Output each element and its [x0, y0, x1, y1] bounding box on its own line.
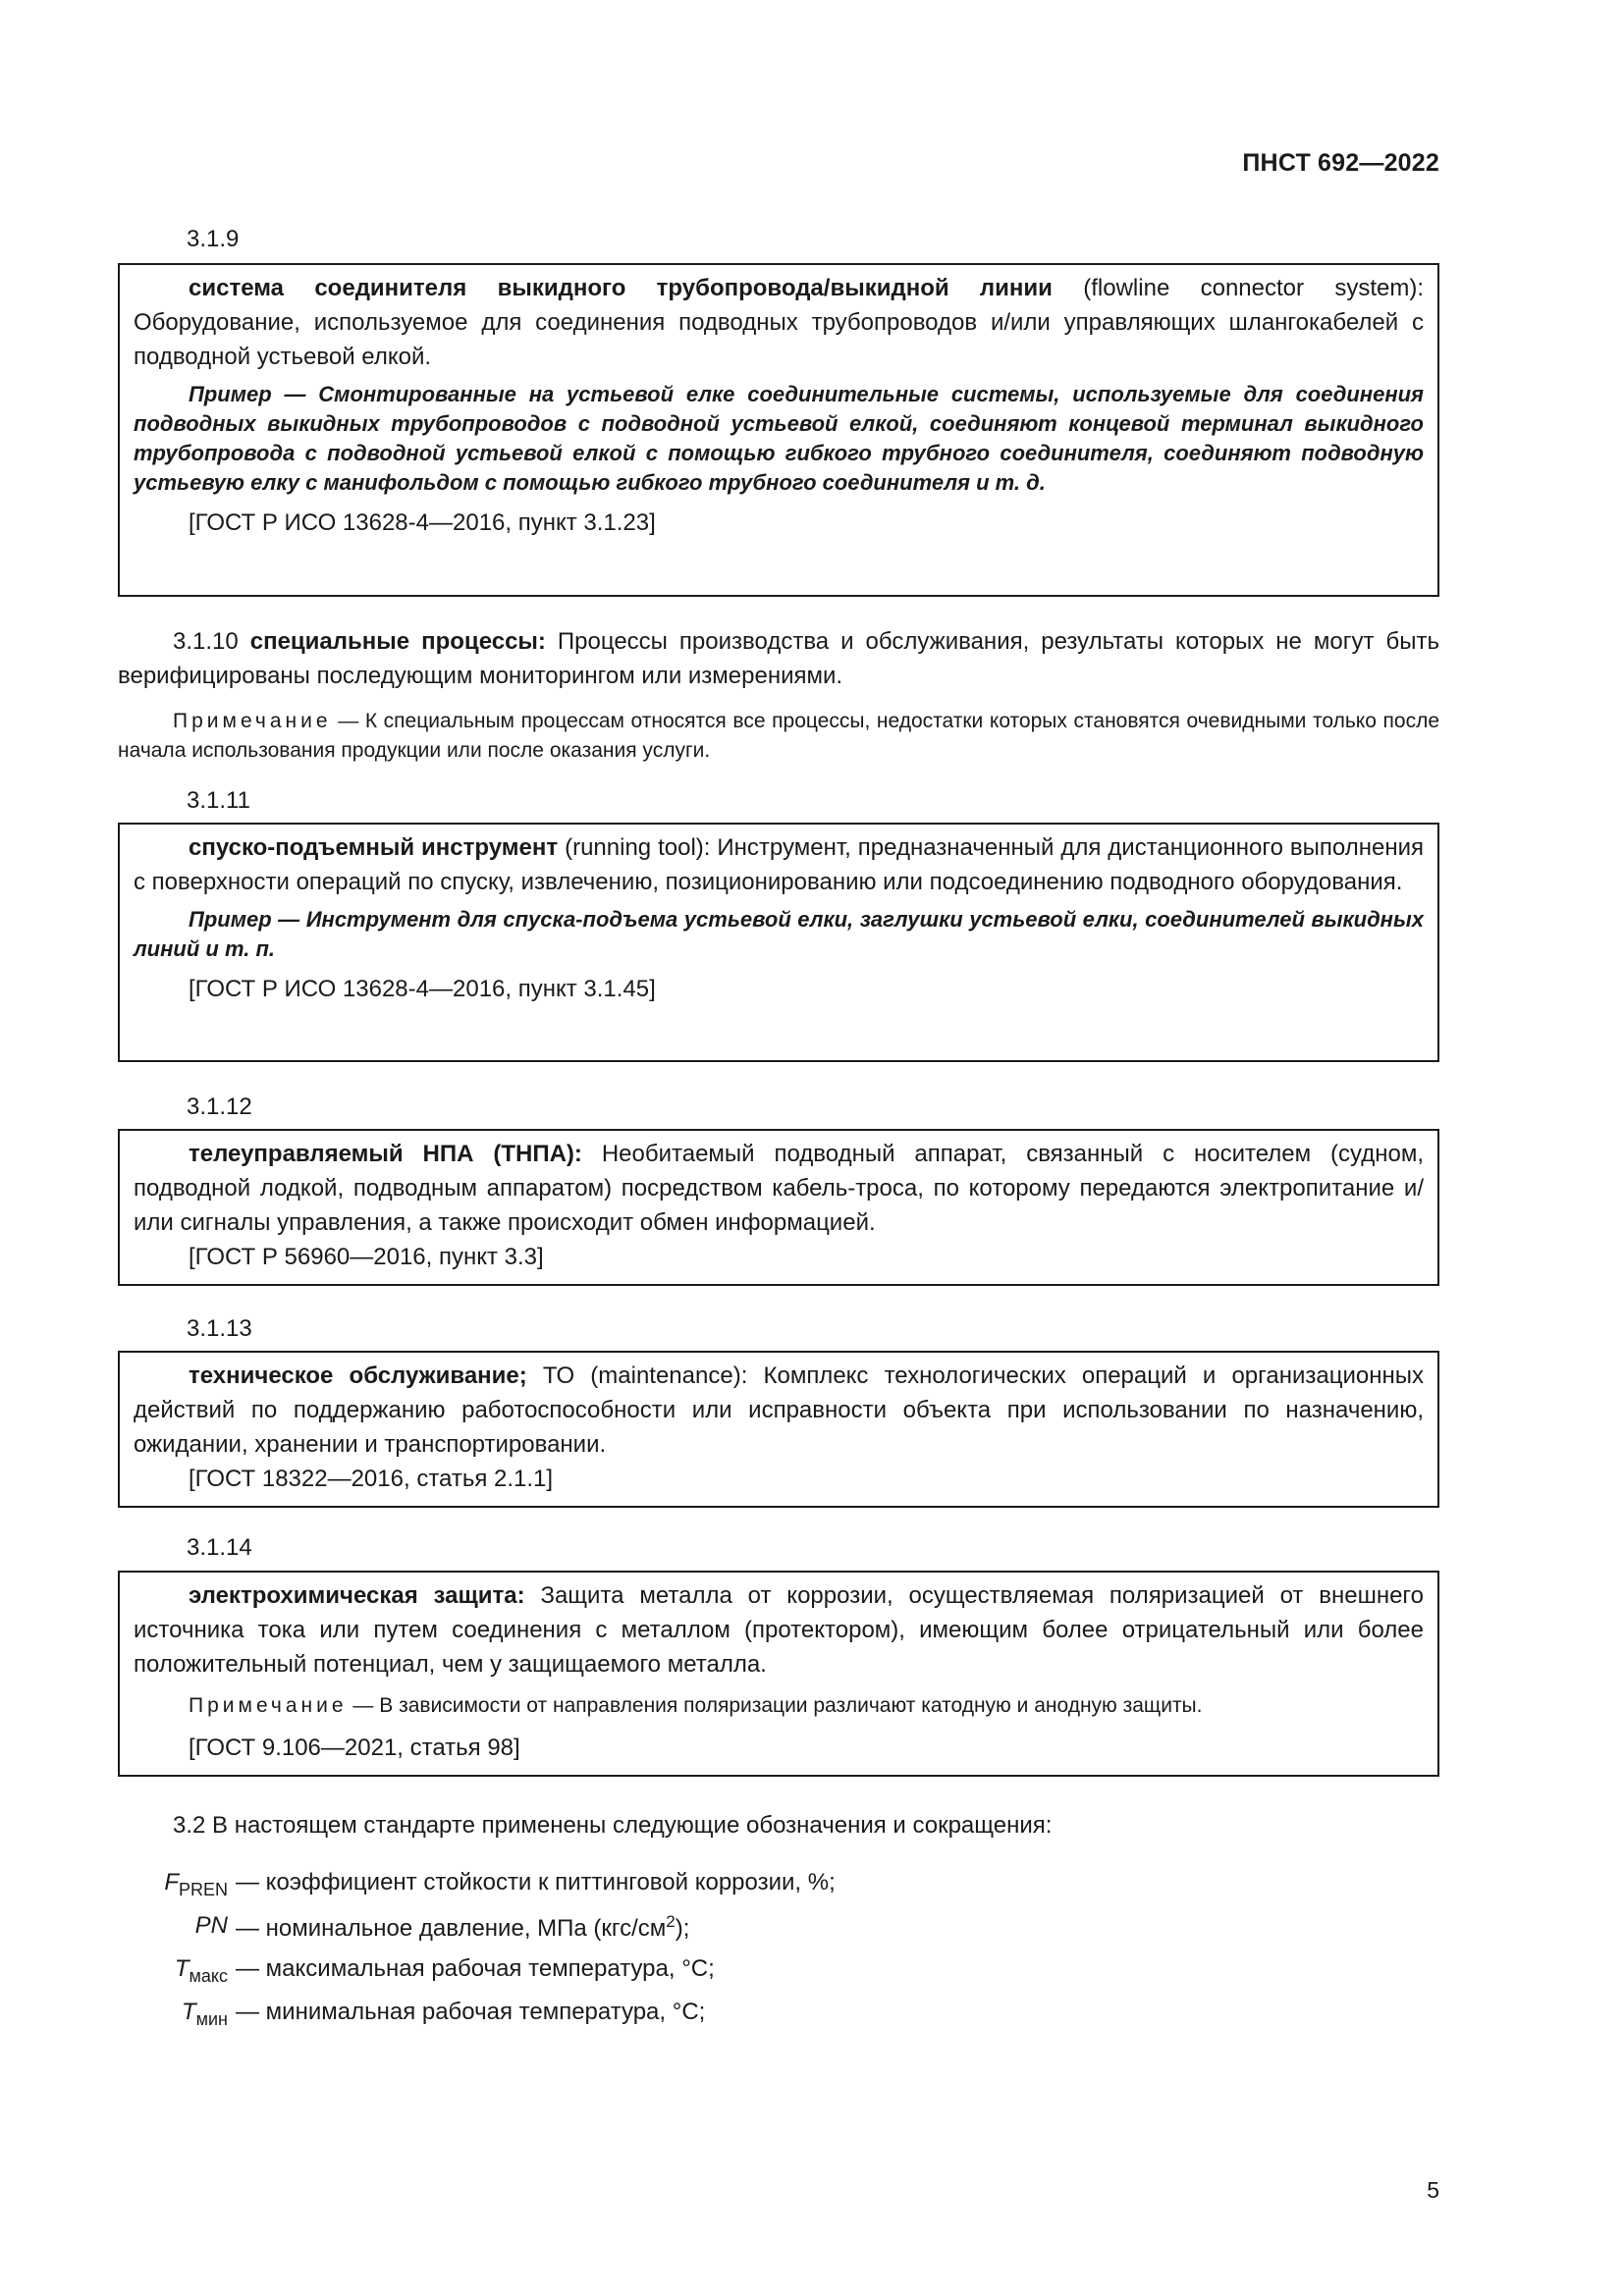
term-example: Пример — Инструмент для спуска-подъема устьевой елки, заглушки устьевой елки, соединителей выкидных линий и т. п. — [134, 907, 1424, 961]
source-reference: [ГОСТ 9.106—2021, статья 98] — [189, 1735, 520, 1761]
clause-number: 3.1.13 — [187, 1315, 252, 1342]
symbol-description: — номинальное давление, МПа $(кгс/см^2)$; — [236, 1912, 690, 1942]
note-label: Примечание — [173, 710, 332, 732]
term-note — [134, 1691, 1424, 1721]
clause-number: 3.1.9 — [187, 226, 240, 252]
symbol-row — [118, 1955, 1394, 1991]
page-number: 5 — [1427, 2177, 1439, 2203]
source-reference: [ГОСТ Р ИСО 13628-4—2016, пункт 3.1.23] — [189, 509, 656, 536]
definition-text: (running tool): Инструмент, предназначенный для дистанционного выполнения с поверхности операций по спуску, извлечению, позиционированию или подсоединению подводного оборудования. — [134, 834, 1424, 895]
term-name: система соединителя выкидного трубопровода/выкидной линии — [189, 275, 1053, 301]
definition-text: Необитаемый подводный аппарат, связанный с носителем (судном, подводной лодкой, подводным аппаратом) посредством кабель-троса, по которому передаются электропитание и/или сигналы управления, а также происходит обмен информацией. — [134, 1141, 1425, 1236]
term-box-3-1-12 — [118, 1129, 1439, 1286]
source-reference: [ГОСТ 18322—2016, статья 2.1.1] — [189, 1466, 554, 1492]
symbol: $T_{мин}$ — [181, 1999, 228, 2029]
document-code: ПНСТ 692—2022 — [1242, 149, 1439, 177]
term-name: телеуправляемый НПА (ТНПА): — [189, 1141, 582, 1167]
source-reference: [ГОСТ Р ИСО 13628-4—2016, пункт 3.1.45] — [189, 976, 656, 1002]
term-example: Пример — Смонтированные на устьевой елке соединительные системы, используемые для соединения подводных выкидных трубопроводов с подводной устьевой елкой, соединяют концевой терминал выкидного трубопровода с подводной устьевой елкой с помощью гибкого трубного соединителя, соединяют подводную устьевую елку с манифольдом с помощью гибкого трубного соединителя и т. д. — [134, 382, 1424, 495]
term-box-3-1-13 — [118, 1351, 1439, 1508]
symbol: $T_{макс}$ — [174, 1955, 228, 1986]
term-name: электрохимическая защита: — [189, 1582, 525, 1609]
symbol-row — [118, 1869, 1394, 1904]
term-name: техническое обслуживание; — [189, 1362, 527, 1389]
definition-text: ТО (maintenance): Комплекс технологических операций и организационных действий по поддержанию работоспособности или исправности объекта при использовании по назначению, ожидании, хранении и транспортировании. — [134, 1362, 1425, 1458]
clause-3-1-10 — [118, 624, 1439, 766]
source-reference: [ГОСТ Р 56960—2016, пункт 3.3] — [189, 1244, 544, 1270]
term-name: специальные процессы: — [249, 628, 546, 655]
term-box-3-1-14 — [118, 1571, 1439, 1777]
symbol-row — [118, 1999, 1394, 2034]
clause-number: 3.1.14 — [187, 1534, 252, 1561]
symbol: $F_{PREN}$ — [164, 1869, 228, 1899]
term-box-3-1-11 — [118, 823, 1439, 1062]
symbol: PN — [194, 1912, 228, 1939]
note-text: — К специальным процессам относятся все процессы, недостатки которых становятся очевидными только после начала использования продукции или после оказания услуги. — [118, 710, 1439, 762]
section-text: 3.2 В настоящем стандарте применены следующие обозначения и сокращения: — [173, 1812, 1053, 1839]
symbol-description: — коэффициент стойкости к питтинговой коррозии, %; — [236, 1869, 836, 1896]
symbol-row — [118, 1912, 1394, 1948]
symbol-description: — максимальная рабочая температура, °С; — [236, 1955, 715, 1982]
definition-text: Процессы производства и обслуживания, результаты которых не могут быть верифицированы последующим мониторингом или измерениями. — [118, 628, 1439, 689]
note-label: Примечание — [189, 1694, 348, 1717]
term-definition — [134, 271, 1424, 374]
definition-text: (flowline connector system): Оборудование, используемое для соединения подводных трубопроводов и/или управляющих шлангокабелей с подводной устьевой елкой. — [134, 275, 1424, 370]
section-3-2-intro — [118, 1808, 1439, 1842]
symbol-description: — минимальная рабочая температура, °С; — [236, 1999, 706, 2025]
clause-number: 3.1.11 — [187, 787, 250, 814]
term-name: спуско-подъемный инструмент — [189, 834, 559, 861]
clause-number: 3.1.10 — [173, 628, 239, 655]
definition-text: Защита металла от коррозии, осуществляемая поляризацией от внешнего источника тока или путем соединения с металлом (протектором), имеющим более отрицательный или более положительный потенциал, чем у защищаемого металла. — [134, 1582, 1424, 1678]
term-box-3-1-9 — [118, 263, 1439, 597]
term-definition — [134, 1578, 1424, 1682]
term-note — [118, 707, 1439, 766]
term-definition — [134, 1137, 1424, 1240]
term-definition — [134, 1359, 1424, 1462]
term-definition — [134, 830, 1424, 899]
note-text: — В зависимости от направления поляризации различают катодную и анодную защиты. — [347, 1694, 1203, 1717]
term-definition — [118, 624, 1439, 693]
clause-number: 3.1.12 — [187, 1094, 252, 1120]
